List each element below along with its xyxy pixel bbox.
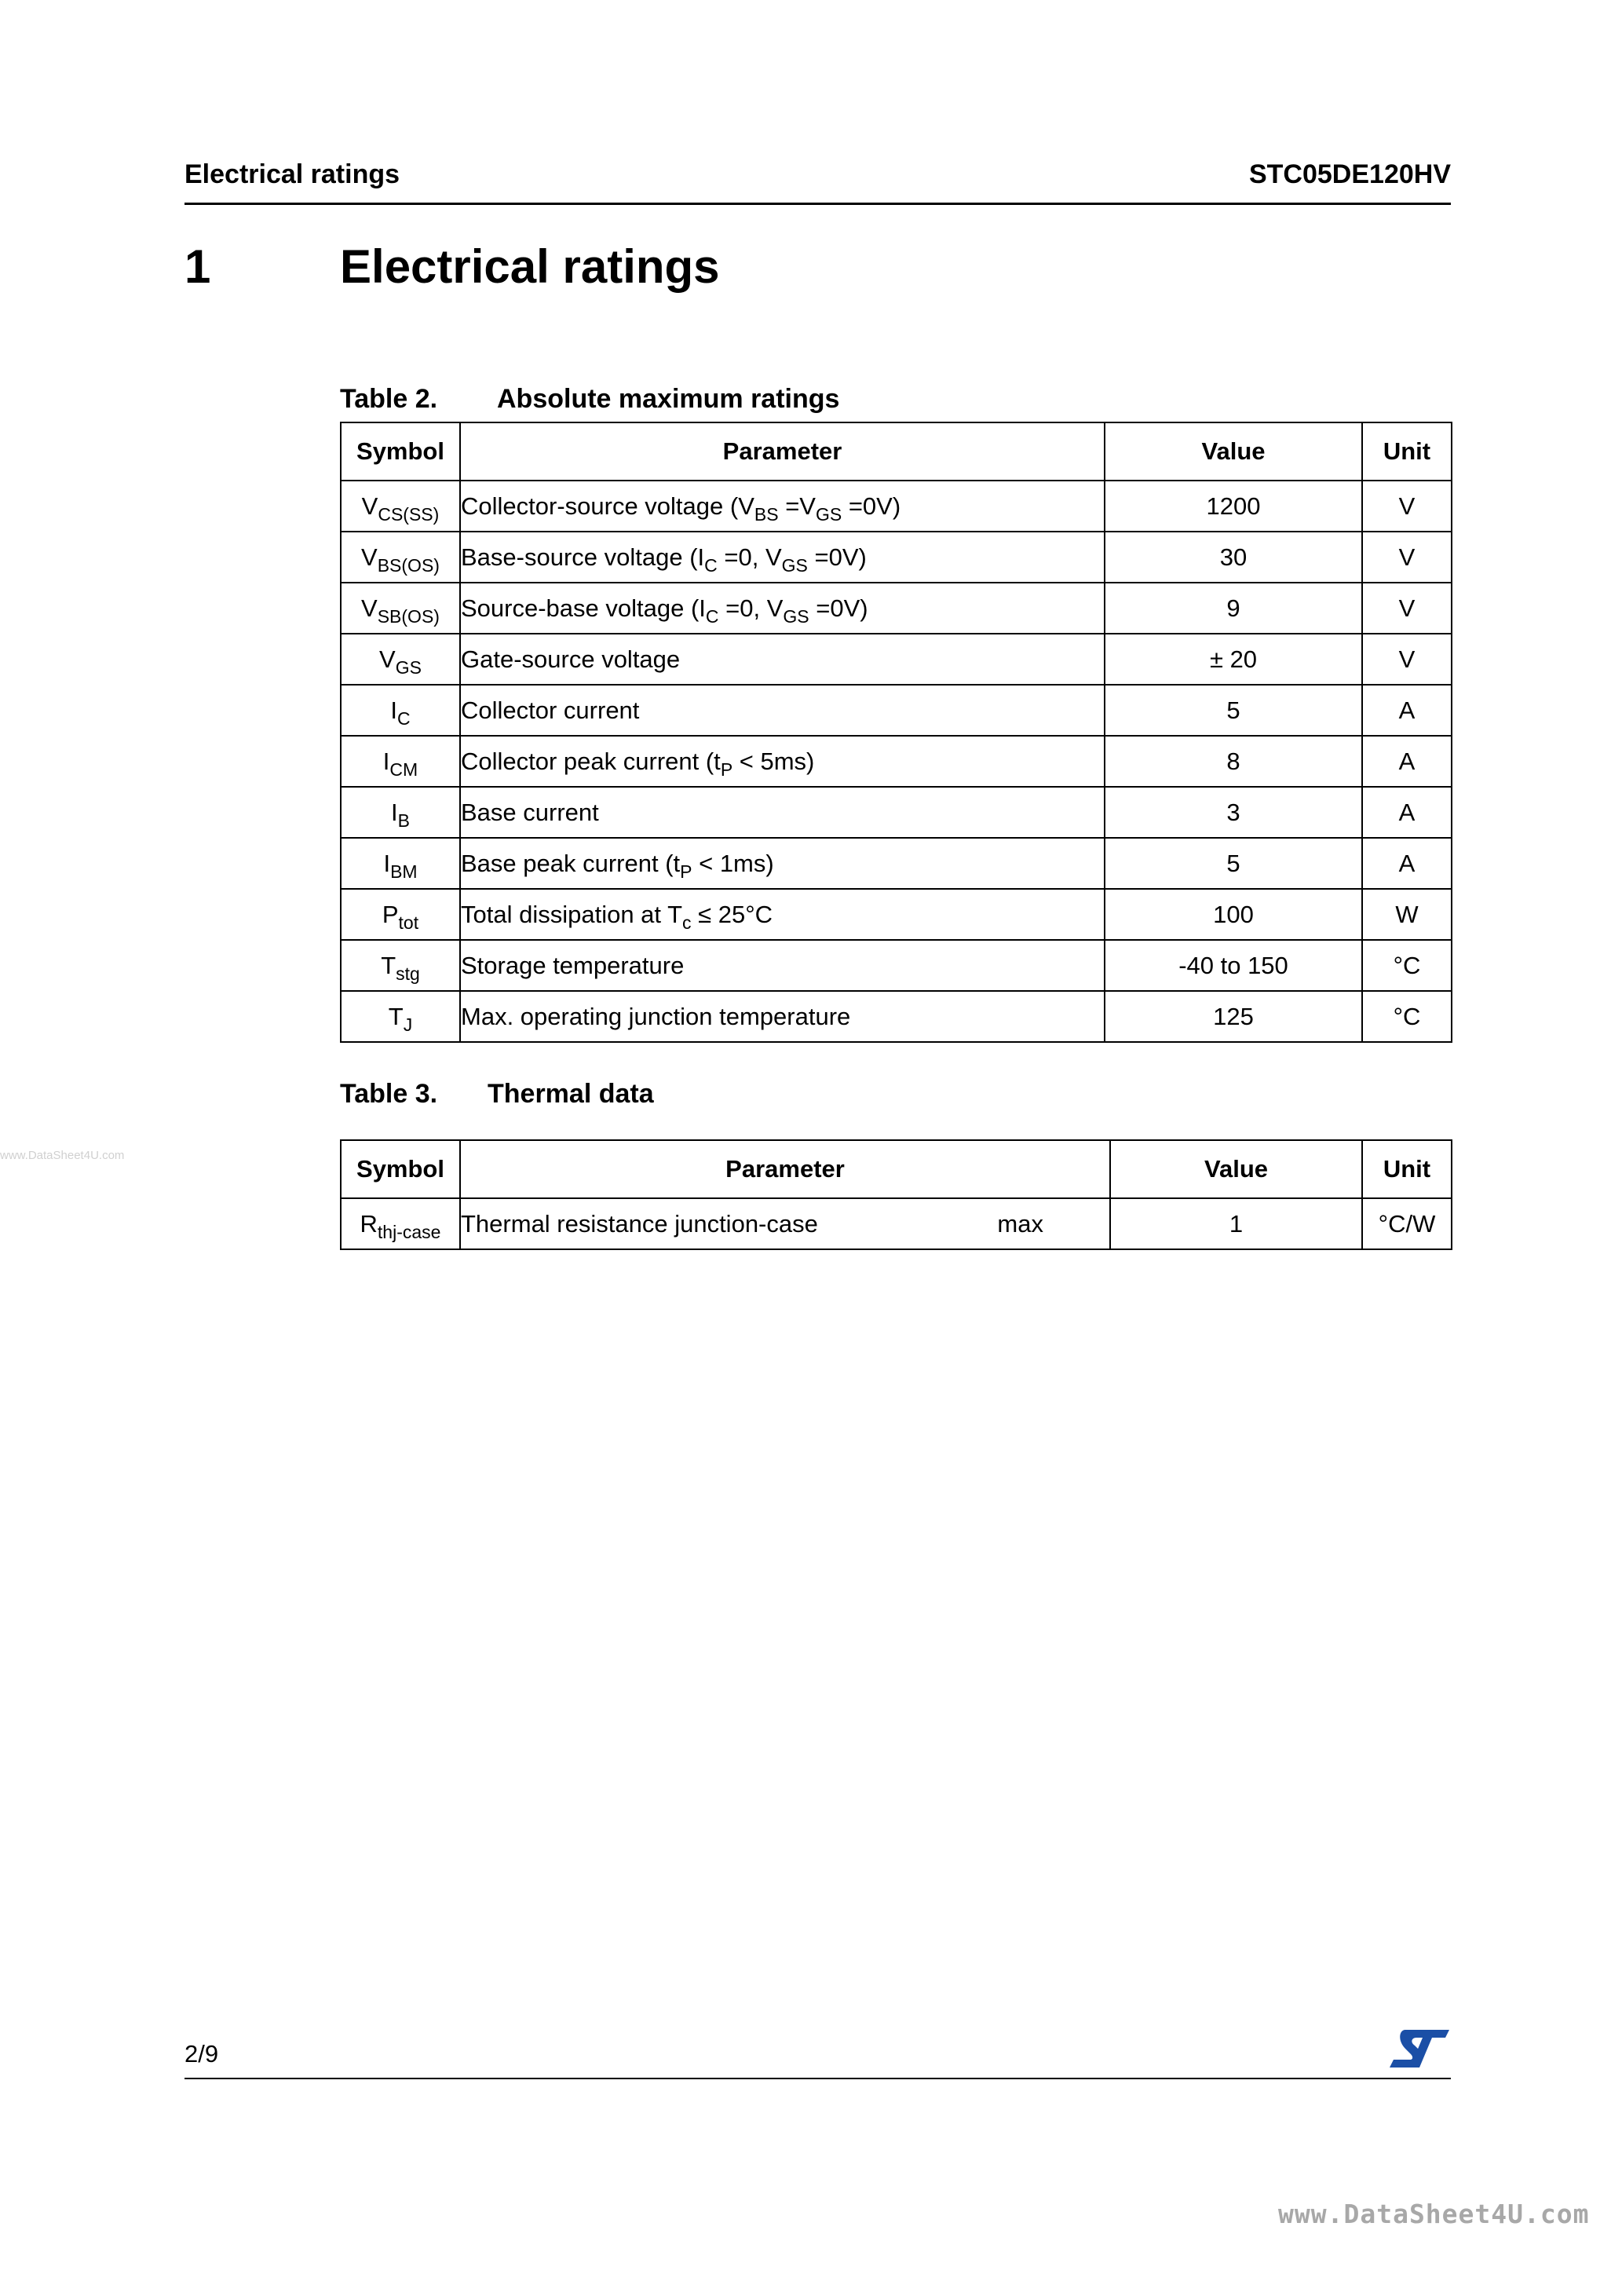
unit-cell: A [1362, 736, 1452, 787]
unit-cell: °C/W [1362, 1198, 1452, 1249]
unit-cell: V [1362, 481, 1452, 532]
table2-label: Table 2. [340, 384, 438, 414]
table-row [341, 838, 1452, 889]
column-header-value: Value [1105, 422, 1362, 481]
table-row [341, 481, 1452, 532]
parameter-cell: Collector-source voltage $(V_{BS} =V_{GS} =0V)$ [460, 481, 1105, 532]
unit-cell: °C [1362, 991, 1452, 1042]
unit-cell: W [1362, 889, 1452, 940]
parameter-cell: Source-base voltage ($I_C =0$, $V_{GS} =0V$) [460, 583, 1105, 634]
value-cell: 5 [1105, 838, 1362, 889]
table2-title: Absolute maximum ratings [497, 384, 840, 414]
parameter-cell: Base-source voltage ($I_C =0$, $V_{GS} =0V$) [460, 532, 1105, 583]
symbol-cell: $I_{BM}$ [341, 838, 460, 889]
footer-rule [184, 2078, 1451, 2079]
column-header-parameter: Parameter [460, 422, 1105, 481]
table-row [341, 685, 1452, 736]
value-cell: ± 20 [1105, 634, 1362, 685]
symbol-cell: $I_C$ [341, 685, 460, 736]
table3-label: Table 3. [340, 1079, 438, 1109]
section-number: 1 [184, 240, 211, 293]
value-cell: 9 [1105, 583, 1362, 634]
symbol-cell: $V_{BS(OS)}$ [341, 532, 460, 583]
unit-cell: V [1362, 532, 1452, 583]
value-cell: 125 [1105, 991, 1362, 1042]
parameter-cell: Collector current [460, 685, 1105, 736]
parameter-cell: Max. operating junction temperature [460, 991, 1105, 1042]
max-qualifier: max [997, 1209, 1043, 1238]
symbol-cell: $I_{CM}$ [341, 736, 460, 787]
side-watermark: www.DataSheet4U.com [0, 1149, 125, 1162]
symbol-cell: $T_{stg}$ [341, 940, 460, 991]
parameter-cell: Collector peak current $(t_P < 5ms)$ [460, 736, 1105, 787]
table-row [341, 532, 1452, 583]
unit-cell: V [1362, 634, 1452, 685]
symbol-cell: $R_{thj-case}$ [341, 1198, 460, 1249]
header-rule [184, 203, 1451, 205]
symbol-cell: $P_{tot}$ [341, 889, 460, 940]
unit-cell: °C [1362, 940, 1452, 991]
table-row [341, 583, 1452, 634]
value-cell: 100 [1105, 889, 1362, 940]
value-cell: 3 [1105, 787, 1362, 838]
parameter-cell: Gate-source voltage [460, 634, 1105, 685]
column-header-symbol: Symbol [341, 1140, 460, 1198]
column-header-parameter: Parameter [460, 1140, 1110, 1198]
table2-caption [340, 384, 840, 415]
table-row [341, 736, 1452, 787]
column-header-value: Value [1110, 1140, 1362, 1198]
symbol-cell: $V_{GS}$ [341, 634, 460, 685]
column-header-symbol: Symbol [341, 422, 460, 481]
page-number: 2/9 [184, 2040, 219, 2067]
table-header-row [341, 422, 1452, 481]
parameter-cell: Total dissipation at $T_c \le 25^\circ C$ [460, 889, 1105, 940]
running-header-part-number: STC05DE120HV [1248, 159, 1451, 189]
table-row [341, 889, 1452, 940]
st-logo-icon [1388, 2027, 1451, 2071]
parameter-cell: Base current [460, 787, 1105, 838]
table-row [341, 787, 1452, 838]
section-title: Electrical ratings [340, 240, 720, 293]
value-cell: 1 [1110, 1198, 1362, 1249]
value-cell: 1200 [1105, 481, 1362, 532]
bottom-watermark: www.DataSheet4U.com [1278, 2199, 1590, 2229]
value-cell: 30 [1105, 532, 1362, 583]
table-row [341, 634, 1452, 685]
symbol-cell: $V_{SB(OS)}$ [341, 583, 460, 634]
table-row [341, 940, 1452, 991]
symbol-cell: $I_B$ [341, 787, 460, 838]
parameter-cell: Base peak current $(t_P < 1ms)$ [460, 838, 1105, 889]
table3-title: Thermal data [488, 1079, 654, 1109]
unit-cell: A [1362, 787, 1452, 838]
running-header-title: Electrical ratings [184, 159, 400, 189]
value-cell: 5 [1105, 685, 1362, 736]
symbol-cell: $V_{CS(SS)}$ [341, 481, 460, 532]
unit-cell: A [1362, 838, 1452, 889]
parameter-cell: Storage temperature [460, 940, 1105, 991]
value-cell: 8 [1105, 736, 1362, 787]
table3-caption [340, 1079, 654, 1110]
symbol-cell: $T_J$ [341, 991, 460, 1042]
column-header-unit: Unit [1362, 1140, 1452, 1198]
parameter-cell: Thermal resistance junction-case max [460, 1198, 1110, 1249]
unit-cell: V [1362, 583, 1452, 634]
thermal-data-table [340, 1139, 1452, 1250]
table-header-row [341, 1140, 1452, 1198]
table-row [341, 991, 1452, 1042]
table-row [341, 1198, 1452, 1249]
value-cell: -40 to 150 [1105, 940, 1362, 991]
unit-cell: A [1362, 685, 1452, 736]
absolute-maximum-ratings-table [340, 422, 1452, 1043]
column-header-unit: Unit [1362, 422, 1452, 481]
